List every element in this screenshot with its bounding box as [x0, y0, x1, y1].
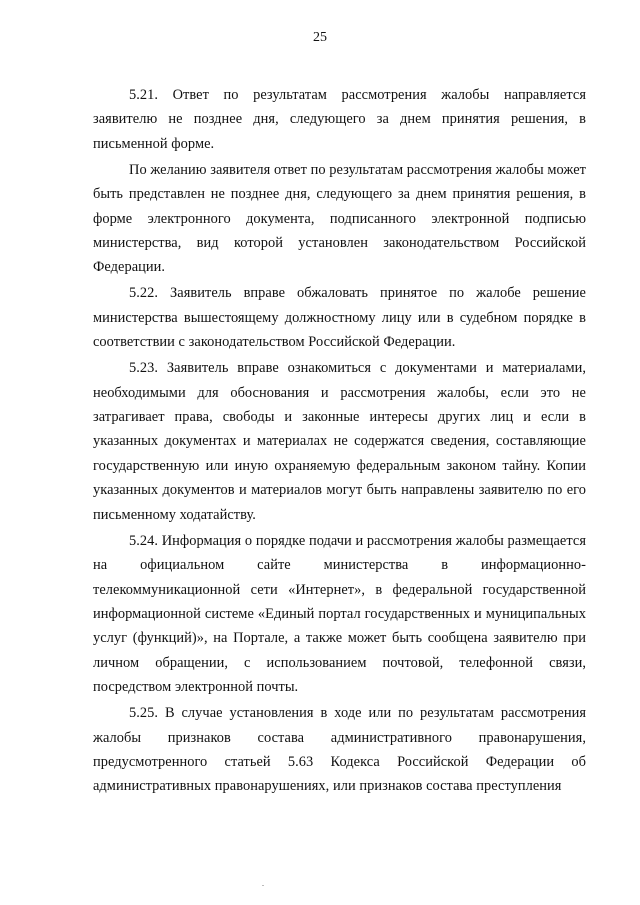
- paragraph-electronic-response: По желанию заявителя ответ по результатам рассмотрения жалобы может быть представлен не позднее дня, следующего за днем принятия решения, в форме электронного документа, подписанного электронной подписью министерства, вид которой установлен законодательством Российской Федерации.: [93, 161, 586, 276]
- paragraph-5-24: 5.24. Информация о порядке подачи и рассмотрения жалобы размещается на официальном сайте министерства в информационно-телекоммуникационной сети «Интернет», в федеральной государственной информационной системе «Единый портал государственных и муниципальных услуг (функций)», на Портале, а также может быть сообщена заявителю при личном обращении, с использованием почтовой, телефонной связи, посредством электронной почты.: [93, 532, 586, 696]
- paragraph-5-21: 5.21. Ответ по результатам рассмотрения жалобы направляется заявителю не позднее дня, следующего за днем принятия решения, в письменной форме.: [93, 87, 586, 152]
- page-number: 25: [313, 30, 327, 45]
- document-body: [93, 83, 586, 799]
- scan-dot: [262, 885, 264, 886]
- paragraph-5-25: 5.25. В случае установления в ходе или по результатам рассмотрения жалобы признаков состава административного правонарушения, предусмотренного статьей 5.63 Кодекса Российской Федерации об административных правонарушениях, или признаков состава преступления: [93, 705, 586, 795]
- paragraph-5-23: 5.23. Заявитель вправе ознакомиться с документами и материалами, необходимыми для обоснования и рассмотрения жалобы, если это не затрагивает права, свободы и законные интересы других лиц и если в указанных документах и материалах не содержатся сведения, составляющие государственную или иную охраняемую федеральным законом тайну. Копии указанных документов и материалов могут быть направлены заявителю по его письменному ходатайству.: [93, 360, 586, 523]
- paragraph-5-22: 5.22. Заявитель вправе обжаловать принятое по жалобе решение министерства вышестоящему должностному лицу или в судебном порядке в соответствии с законодательством Российской Федерации.: [93, 285, 586, 351]
